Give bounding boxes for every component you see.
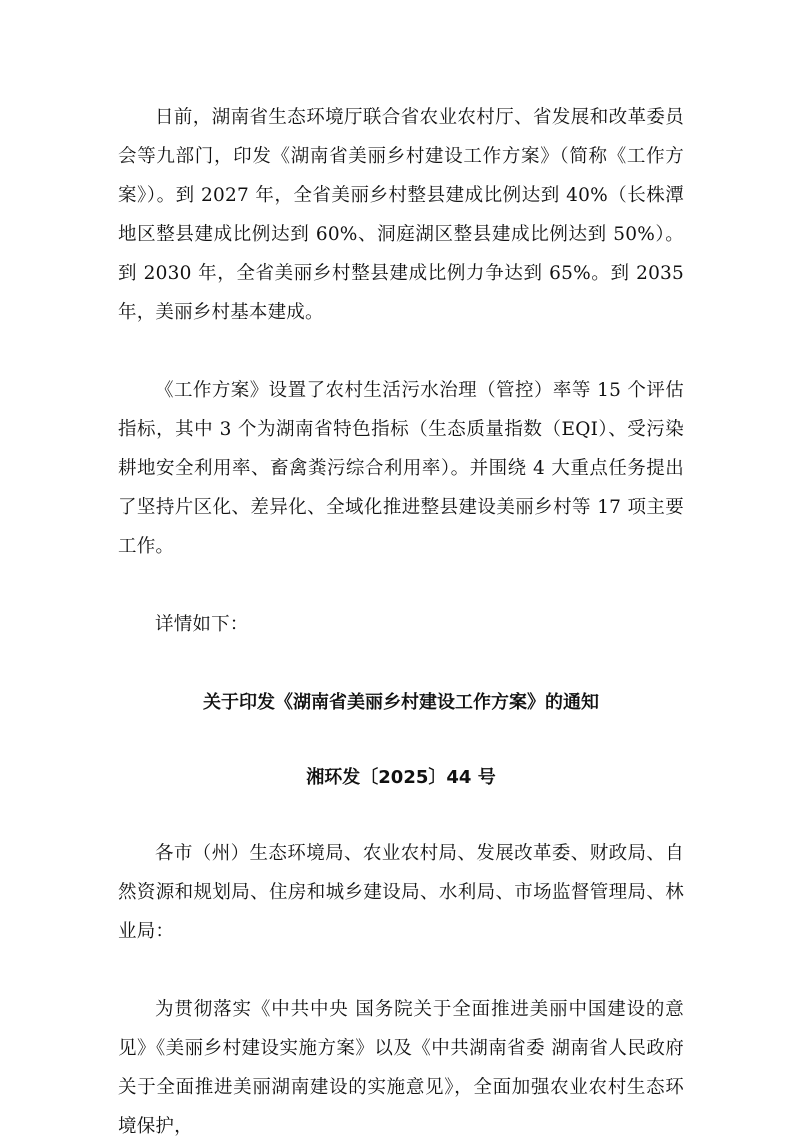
intro-paragraph: 日前，湖南省生态环境厅联合省农业农村厅、省发展和改革委员会等九部门，印发《湖南省美丽乡村建设工作方案》（简称《工作方案》）。到 2027 年，全省美丽乡村整县建成比例达到 40%（长株潭地区整县建成比例达到 60%、洞庭湖区整县建成比例达到 50%）。到 2030 年，全省美丽乡村整县建成比例力争达到 65%。到 2035 年，美丽乡村基本建成。 bbox=[118, 107, 684, 323]
notice-title: 关于印发《湖南省美丽乡村建设工作方案》的通知 bbox=[203, 692, 599, 713]
details-label: 详情如下： bbox=[155, 614, 249, 635]
document-number: 湘环发〔2025〕44 号 bbox=[306, 767, 496, 788]
document-page bbox=[118, 98, 684, 1146]
addressees: 各市（州）生态环境局、农业农村局、发展改革委、财政局、自然资源和规划局、住房和城乡建设局、水利局、市场监督管理局、林业局： bbox=[118, 843, 684, 942]
indicators-paragraph: 《工作方案》设置了农村生活污水治理（管控）率等 15 个评估指标，其中 3 个为湖南省特色指标（生态质量指数（EQI）、受污染耕地安全利用率、畜禽粪污综合利用率）。并围绕 4 大重点任务提出了坚持片区化、差异化、全域化推进整县建设美丽乡村等 17 项主要工作。 bbox=[118, 380, 684, 557]
body-paragraph: 为贯彻落实《中共中央 国务院关于全面推进美丽中国建设的意见》《美丽乡村建设实施方案》以及《中共湖南省委 湖南省人民政府 关于全面推进美丽湖南建设的实施意见》，全面加强农业农村生态环境保护， bbox=[118, 999, 684, 1137]
